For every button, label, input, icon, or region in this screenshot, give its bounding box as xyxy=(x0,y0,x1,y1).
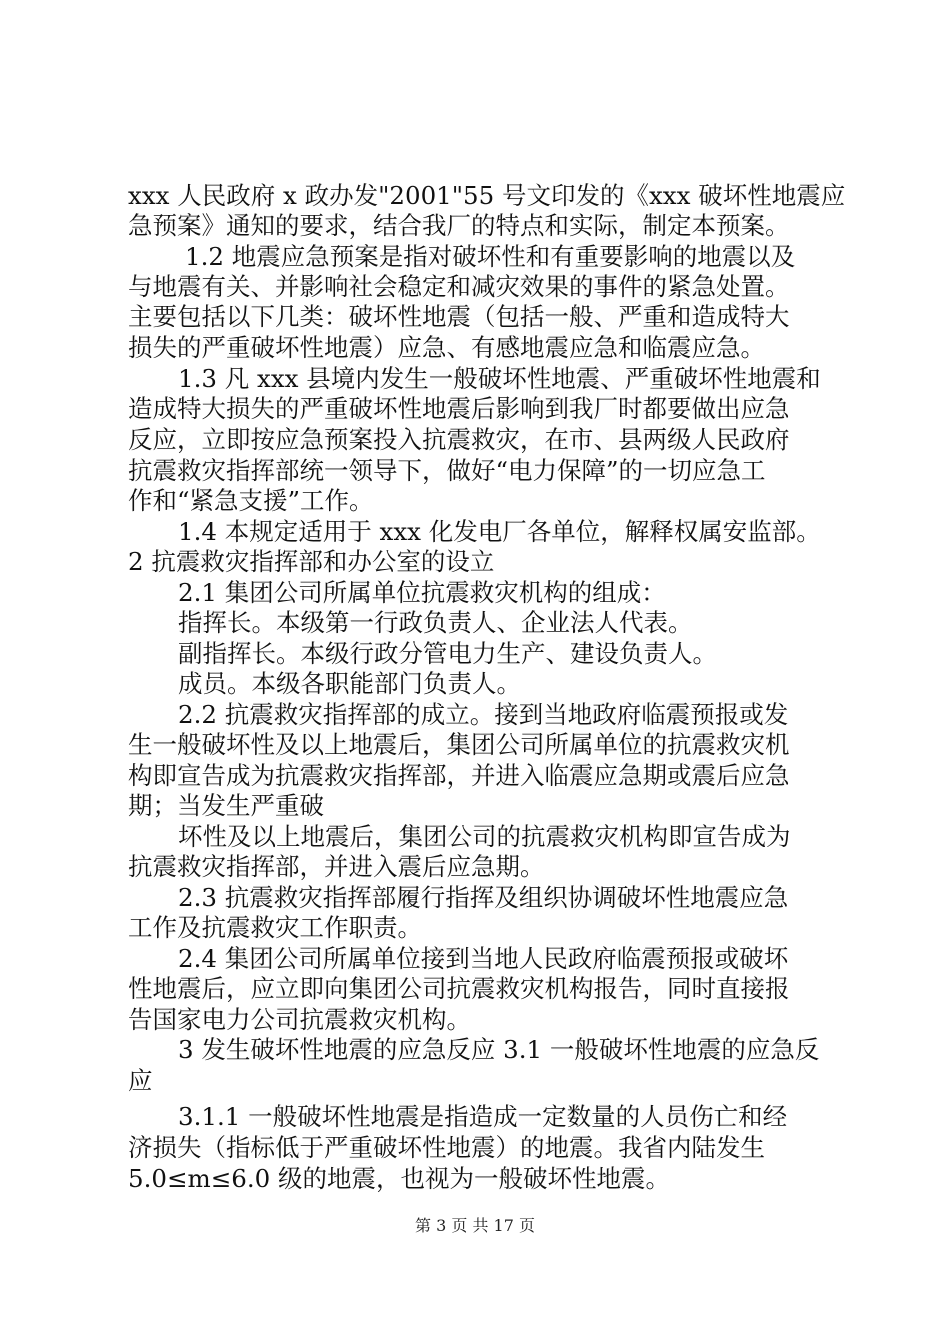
text-line: 5.0≤m≤6.0 级的地震，也视为一般破坏性地震。 xyxy=(128,1164,671,1193)
text-line: 1.2 地震应急预案是指对破坏性和有重要影响的地震以及 xyxy=(185,242,796,271)
text-line: 2.4 集团公司所属单位接到当地人民政府临震预报或破坏 xyxy=(178,944,789,973)
page-number-footer: 第 3 页 共 17 页 xyxy=(415,1216,535,1235)
text-line: 性地震后，应立即向集团公司抗震救灾机构报告，同时直接报 xyxy=(128,974,790,1003)
text-line: 坏性及以上地震后，集团公司的抗震救灾机构即宣告成为 xyxy=(178,822,791,851)
text-line: 指挥长。本级第一行政负责人、企业法人代表。 xyxy=(178,608,693,637)
text-line: 主要包括以下几类：破坏性地震（包括一般、严重和造成特大 xyxy=(128,302,790,331)
section-heading: 2 抗震救灾指挥部和办公室的设立 xyxy=(128,547,495,576)
text-line: 济损失（指标低于严重破坏性地震）的地震。我省内陆发生 xyxy=(128,1133,765,1162)
text-line: 急预案》通知的要求，结合我厂的特点和实际，制定本预案。 xyxy=(128,211,790,240)
text-line: 构即宣告成为抗震救灾指挥部，并进入临震应急期或震后应急 xyxy=(128,761,790,790)
text-line: 应 xyxy=(128,1066,153,1095)
text-line: 1.3 凡 xxx 县境内发生一般破坏性地震、严重破坏性地震和 xyxy=(178,364,821,393)
text-line: 抗震救灾指挥部统一领导下，做好“电力保障”的一切应急工 xyxy=(128,456,766,485)
text-line: 抗震救灾指挥部，并进入震后应急期。 xyxy=(128,852,545,881)
text-line: 告国家电力公司抗震救灾机构。 xyxy=(128,1005,471,1034)
text-line: 作和“紧急支援”工作。 xyxy=(128,486,374,515)
text-line: 工作及抗震救灾工作职责。 xyxy=(128,913,422,942)
text-line: 期；当发生严重破 xyxy=(128,791,324,820)
text-line: 2.2 抗震救灾指挥部的成立。接到当地政府临震预报或发 xyxy=(178,700,789,729)
text-line: 副指挥长。本级行政分管电力生产、建设负责人。 xyxy=(178,639,717,668)
text-line: 损失的严重破坏性地震）应急、有感地震应急和临震应急。 xyxy=(128,333,765,362)
text-line: 1.4 本规定适用于 xxx 化发电厂各单位，解释权属安监部。 xyxy=(178,517,821,546)
text-line: 与地震有关、并影响社会稳定和减灾效果的事件的紧急处置。 xyxy=(128,272,790,301)
text-line: xxx 人民政府 x 政办发"2001"55 号文印发的《xxx 破坏性地震应 xyxy=(128,181,846,210)
text-line: 成员。本级各职能部门负责人。 xyxy=(178,669,521,698)
text-line: 2.1 集团公司所属单位抗震救灾机构的组成： xyxy=(178,578,666,607)
text-line: 2.3 抗震救灾指挥部履行指挥及组织协调破坏性地震应急 xyxy=(178,883,789,912)
section-heading: 3 发生破坏性地震的应急反应 3.1 一般破坏性地震的应急反 xyxy=(178,1035,820,1064)
text-line: 生一般破坏性及以上地震后，集团公司所属单位的抗震救灾机 xyxy=(128,730,790,759)
text-line: 反应，立即按应急预案投入抗震救灾，在市、县两级人民政府 xyxy=(128,425,790,454)
text-line: 3.1.1 一般破坏性地震是指造成一定数量的人员伤亡和经 xyxy=(178,1102,788,1131)
text-line: 造成特大损失的严重破坏性地震后影响到我厂时都要做出应急 xyxy=(128,394,790,423)
